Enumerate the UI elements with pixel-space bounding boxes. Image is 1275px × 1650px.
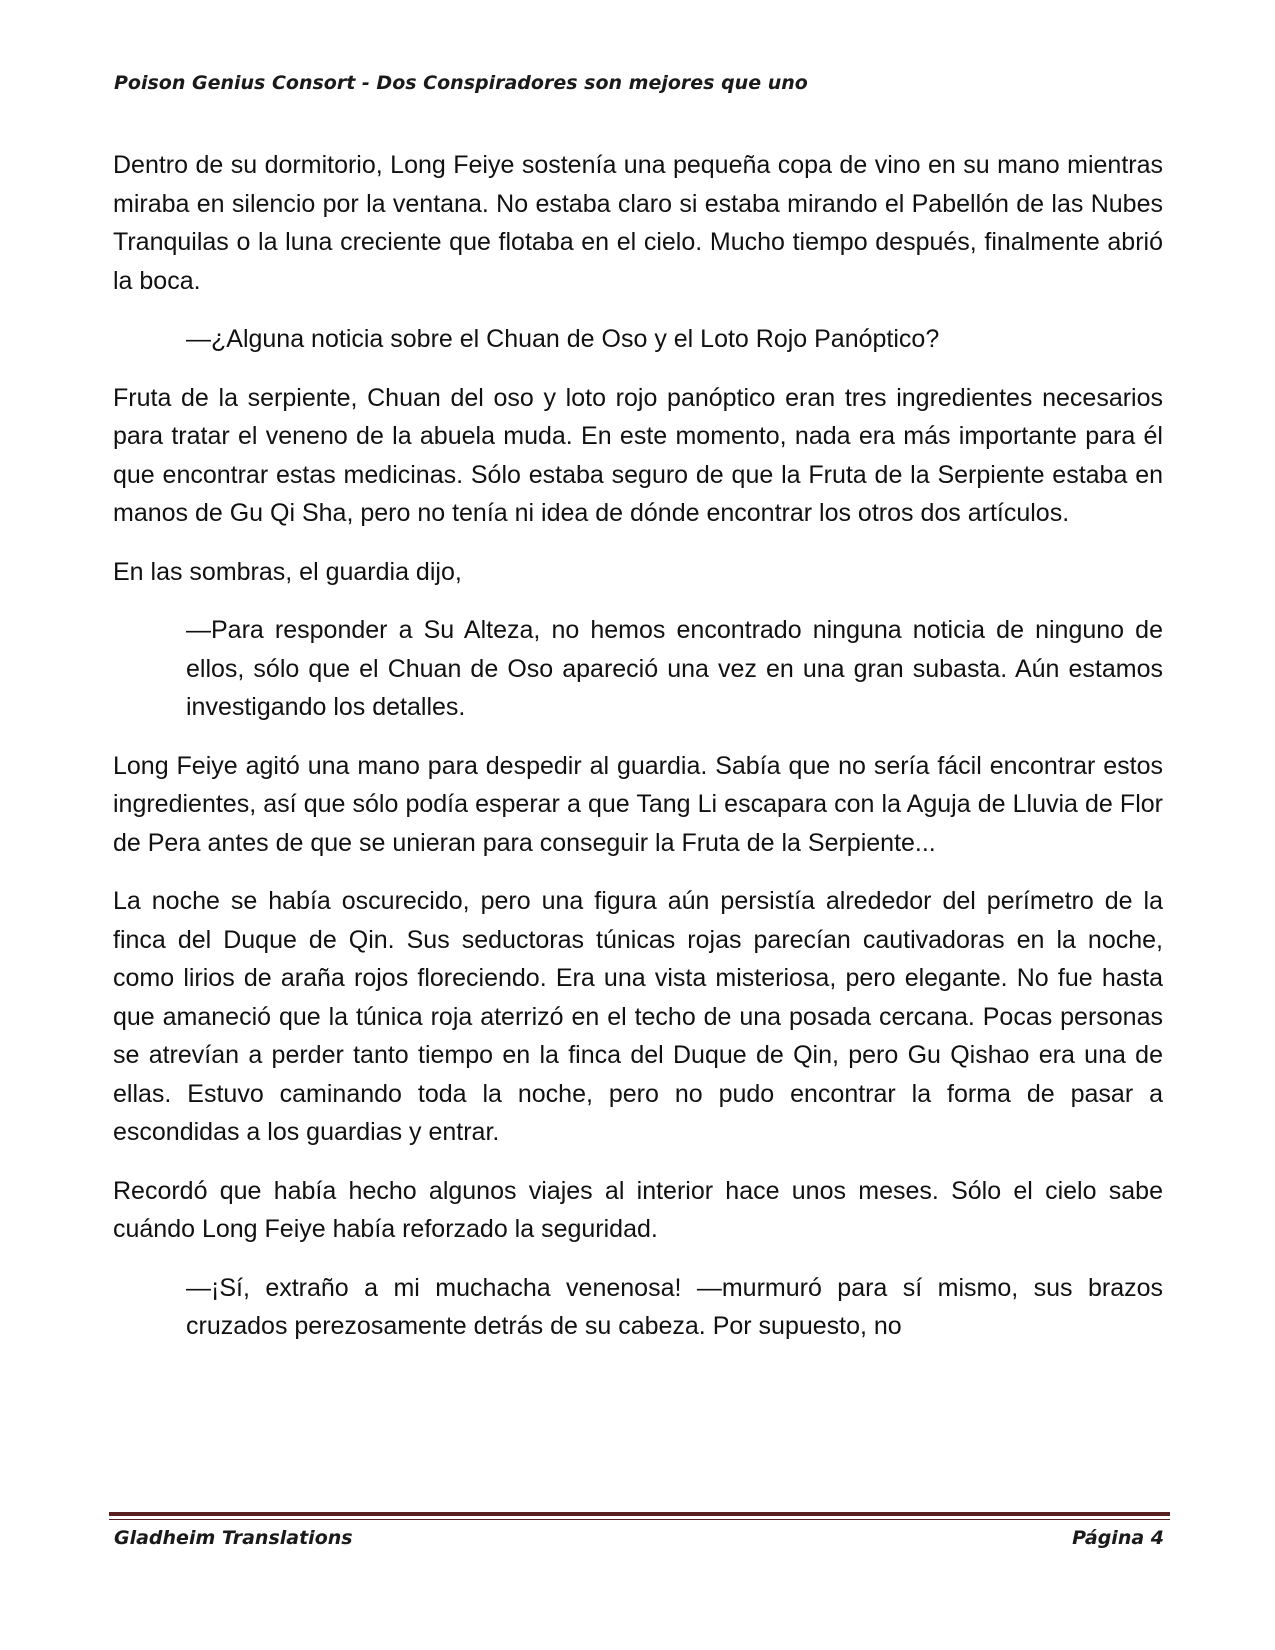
dialogue-line-1: —¿Alguna noticia sobre el Chuan de Oso y el Loto Rojo Panóptico? <box>186 325 940 353</box>
page-header: Poison Genius Consort - Dos Conspiradores son mejores que uno <box>114 72 808 94</box>
dialogue-line-2: —Para responder a Su Alteza, no hemos encontrado ninguna noticia de ninguno de ellos, sólo que el Chuan de Oso apareció una vez en una gran subasta. Aún estamos investigando los detalles. <box>186 616 1163 721</box>
footer-publisher: Gladheim Translations <box>114 1527 353 1549</box>
footer-rule <box>109 1512 1170 1516</box>
paragraph-5: La noche se había oscurecido, pero una figura aún persistía alrededor del perímetro de la finca del Duque de Qin. Sus seductoras túnicas rojas parecían cautivadoras en la noche, como lirios de araña rojos floreciendo. Era una vista misteriosa, pero elegante. No fue hasta que amaneció que la túnica roja aterrizó en el techo de una posada cercana. Pocas personas se atrevían a perder tanto tiempo en la finca del Duque de Qin, pero Gu Qishao era una de ellas. Estuvo caminando toda la noche, pero no pudo encontrar la forma de pasar a escondidas a los guardias y entrar. <box>113 887 1163 1146</box>
paragraph-6: Recordó que había hecho algunos viajes al interior hace unos meses. Sólo el cielo sabe cuándo Long Feiye había reforzado la seguridad. <box>113 1176 1163 1243</box>
dialogue-line-3: —¡Sí, extraño a mi muchacha venenosa! —murmuró para sí mismo, sus brazos cruzados perezosamente detrás de su cabeza. Por supuesto, no <box>186 1273 1163 1340</box>
paragraph-4: Long Feiye agitó una mano para despedir al guardia. Sabía que no sería fácil encontrar estos ingredientes, así que sólo podía esperar a que Tang Li escapara con la Aguja de Lluvia de Flor de Pera antes de que se unieran para conseguir la Fruta de la Serpiente... <box>113 751 1163 857</box>
paragraph-1: Dentro de su dormitorio, Long Feiye sostenía una pequeña copa de vino en su mano mientras miraba en silencio por la ventana. No estaba claro si estaba mirando el Pabellón de las Nubes Tranquilas o la luna creciente que flotaba en el cielo. Mucho tiempo después, finalmente abrió la boca. <box>113 151 1163 295</box>
page-number: Página 4 <box>1072 1527 1164 1549</box>
paragraph-3: En las sombras, el guardia dijo, <box>113 557 462 586</box>
paragraph-2: Fruta de la serpiente, Chuan del oso y loto rojo panóptico eran tres ingredientes necesarios para tratar el veneno de la abuela muda. En este momento, nada era más importante para él que encontrar estas medicinas. Sólo estaba seguro de que la Fruta de la Serpiente estaba en manos de Gu Qi Sha, pero no tenía ni idea de dónde encontrar los otros dos artículos. <box>113 383 1163 527</box>
document-body <box>113 146 1163 1346</box>
footer-rule-thin <box>109 1519 1170 1520</box>
